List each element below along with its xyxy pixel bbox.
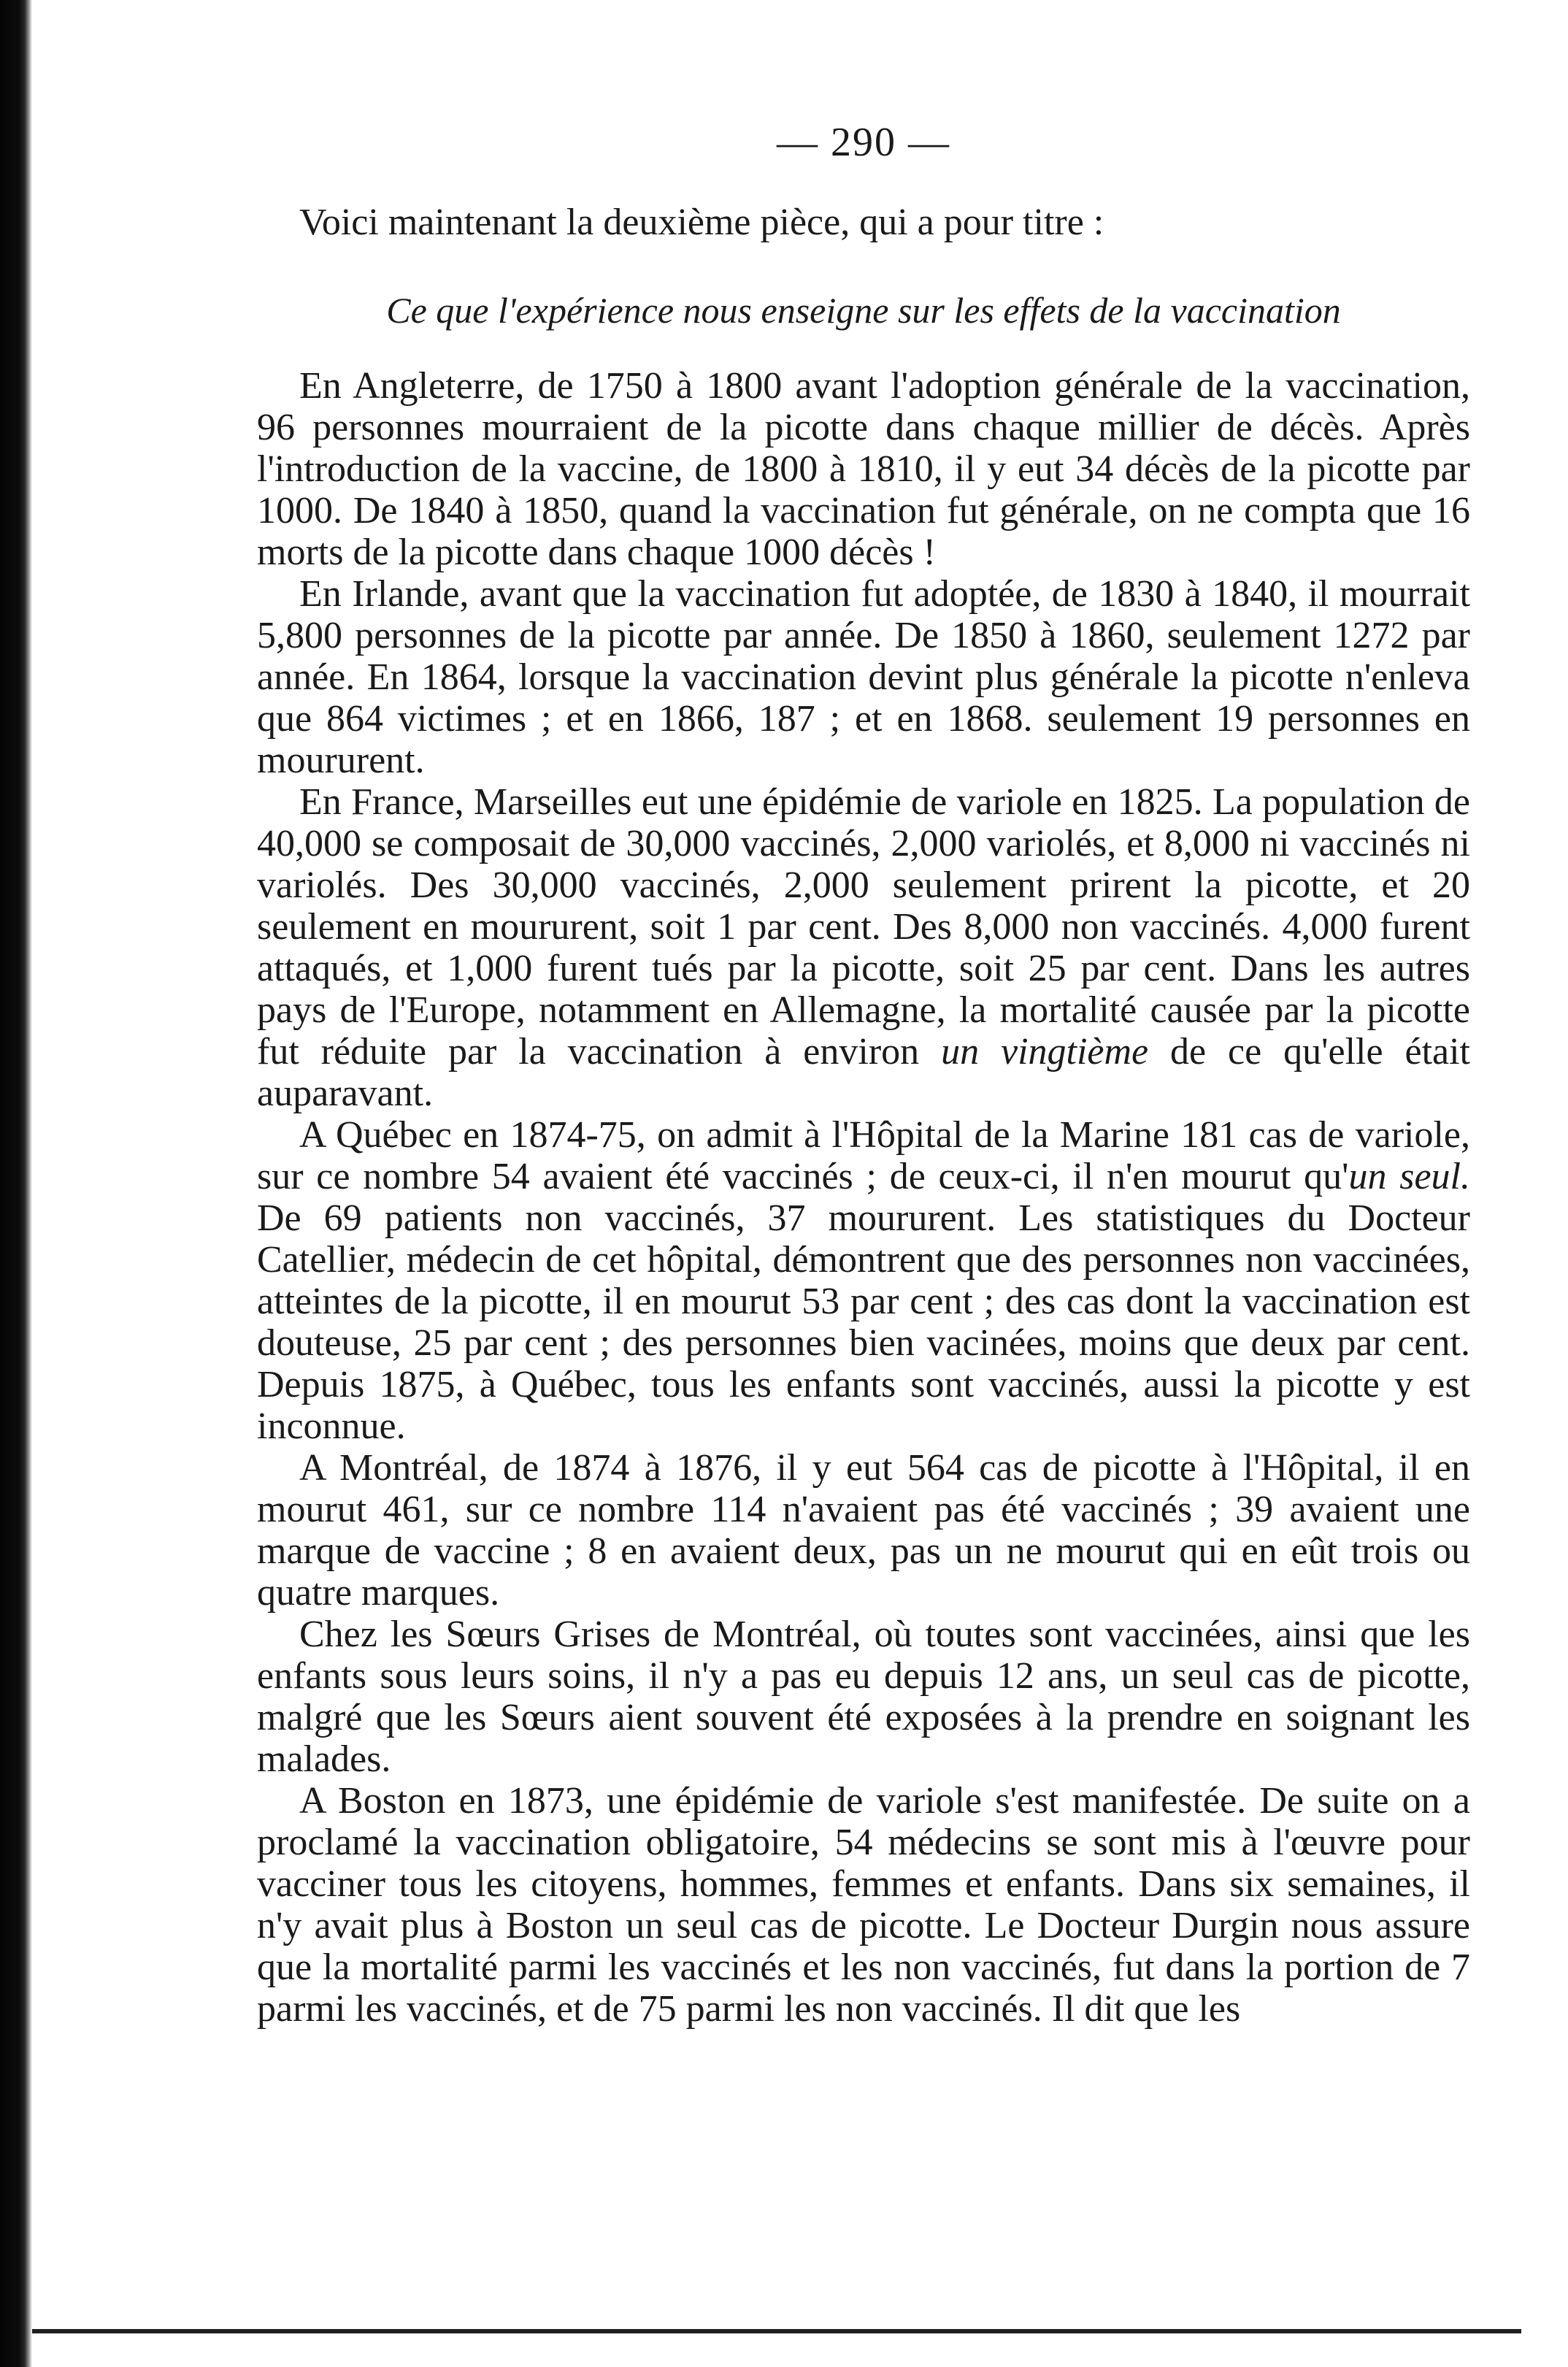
paragraph-france: En France, Marseilles eut une épidémie de variole en 1825. La population de 40,000 se composait de 30,000 vaccinés, 2,000 variolés, et 8,000 ni vaccinés ni variolés. Des 30,000 vaccinés, 2,000 seulement prirent la picotte, et 20 seulement en moururent, soit 1 par cent. Des 8,000 non vaccinés. 4,000 furent attaqués, et 1,000 furent tués par la picotte, soit 25 par cent. Dans les autres pays de l'Europe, notamment en Allemagne, la mortalité causée par la picotte fut réduite par la vaccination à environ un vingtième de ce qu'elle était auparavant. (257, 781, 1470, 1114)
paragraph-france-text: En France, Marseilles eut une épidémie de variole en 1825. La population de 40,000 se composait de 30,000 vaccinés, 2,000 variolés, et 8,000 ni vaccinés ni variolés. Des 30,000 vaccinés, 2,000 seulement prirent la picotte, et 20 seulement en moururent, soit 1 par cent. Des 8,000 non vaccinés. 4,000 furent attaqués, et 1,000 furent tués par la picotte, soit 25 par cent. Dans les autres pays de l'Europe, notamment en Allemagne, la mortalité causée par la picotte fut réduite par la vaccination à environ (257, 781, 1470, 1073)
section-subtitle: Ce que l'expérience nous enseigne sur les effets de la vaccination (386, 290, 1341, 331)
scan-binding-edge (0, 0, 32, 2367)
paragraph-montreal: A Montréal, de 1874 à 1876, il y eut 564 cas de picotte à l'Hôpital, il en mourut 461, sur ce nombre 114 n'avaient pas été vaccinés ; 39 avaient une marque de vaccine ; 8 en avaient deux, pas un ne mourut qui en eût trois ou quatre marques. (257, 1447, 1470, 1614)
paragraph-quebec-end: De 69 patients non vaccinés, 37 moururent. Les statistiques du Docteur Catellier, médecin de cet hôpital, démontrent que des personnes non vaccinées, atteintes de la picotte, il en mourut 53 par cent ; des cas dont la vaccination est douteuse, 25 par cent ; des personnes bien vacinées, moins que deux par cent. Depuis 1875, à Québec, tous les enfants sont vaccinés, aussi la picotte y est inconnue. (257, 1197, 1470, 1447)
paragraph-france-end: qu'elle était auparavant. (257, 1031, 1470, 1114)
page-number: — 290 — (777, 120, 950, 165)
emphasis-vingtieme: un vingtième (941, 1031, 1149, 1073)
document-page (257, 110, 1470, 2030)
paragraph-angleterre: En Angleterre, de 1750 à 1800 avant l'adoption générale de la vaccination, 96 personnes mourraient de la picotte dans chaque millier de décès. Après l'introduction de la vaccine, de 1800 à 1810, il y eut 34 décès de la picotte par 1000. De 1840 à 1850, quand la vaccination fut générale, on ne compta que 16 morts de la picotte dans chaque 1000 décès ! (257, 365, 1470, 573)
paragraph-irlande: En Irlande, avant que la vaccination fut adoptée, de 1830 à 1840, il mourrait 5,800 personnes de la picotte par année. De 1850 à 1860, seulement 1272 par année. En 1864, lorsque la vaccination devint plus générale la picotte n'enleva que 864 victimes ; et en 1866, 187 ; et en 1868. seulement 19 personnes en moururent. (257, 573, 1470, 781)
body-text (257, 365, 1470, 2030)
paragraph-quebec (257, 1114, 1470, 1447)
paragraph-quebec-start: A Québec en 1874-75, on admit à l'Hôpital de la Marine 181 cas de variole, sur ce nombre 54 avaient été vaccinés ; de ceux-ci, il n'en mourut qu' (257, 1114, 1470, 1197)
intro-line: Voici maintenant la deuxième pièce, qui a pour titre : (299, 202, 1104, 243)
scan-bottom-rule (32, 2329, 1521, 2333)
paragraph-boston: A Boston en 1873, une épidémie de variole s'est manifestée. De suite on a proclamé la vaccination obligatoire, 54 médecins se sont mis à l'œuvre pour vacciner tous les citoyens, hommes, femmes et enfants. Dans six semaines, il n'y avait plus à Boston un seul cas de picotte. Le Docteur Durgin nous assure que la mortalité parmi les vaccinés et les non vaccinés, fut dans la portion de 7 parmi les vaccinés, et de 75 parmi les non vaccinés. Il dit que les (257, 1780, 1470, 2030)
paragraph-soeurs-grises: Chez les Sœurs Grises de Montréal, où toutes sont vaccinées, ainsi que les enfants sous leurs soins, il n'y a pas eu depuis 12 ans, un seul cas de picotte, malgré que les Sœurs aient souvent été exposées à la prendre en soignant les malades. (257, 1614, 1470, 1780)
emphasis-seul: un seul. (1348, 1156, 1470, 1197)
